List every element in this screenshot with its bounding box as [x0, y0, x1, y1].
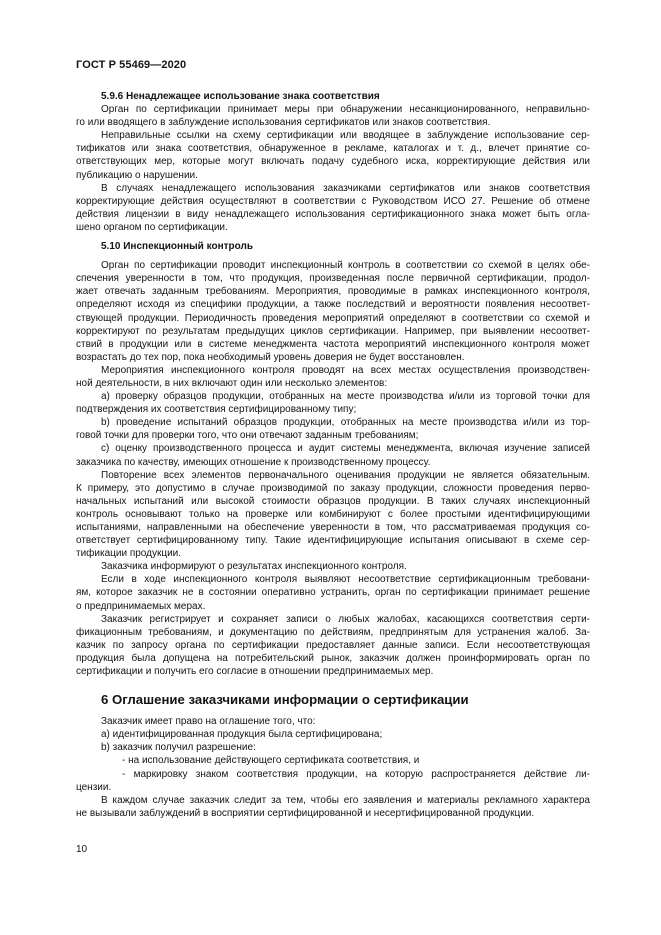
- text-line: подтверждения их соответствия сертифицированному типу;: [76, 404, 357, 416]
- text-line: Орган по сертификации принимает меры при обнаружении несанкционированного, неправильно-: [101, 104, 590, 116]
- text-line: c) оценку производственного процесса и аудит системы менеджмента, включая изучение записей: [101, 443, 590, 455]
- text-line: жает отвечать заданным требованиям. Мероприятия, проводимые в рамках инспекционного контроля,: [76, 286, 590, 298]
- text-line: Орган по сертификации проводит инспекционный контроль в соответствии со схемой в целях обе-: [101, 260, 590, 272]
- text-line: a) проверку образцов продукции, отобранных на месте производства и/или из торговой точки для: [101, 391, 590, 403]
- text-line: К примеру, это допустимо в случае производимой по заказу продукции, сложности проведения перво-: [76, 482, 590, 494]
- text-line: сертификации и получить его согласие в отношении предпринимаемых мер.: [76, 666, 434, 678]
- text-line: возрастать до тех пор, пока необходимый уровень доверия не будет восстановлен.: [76, 351, 465, 363]
- text-line: Заказчик имеет право на оглашение того, что:: [101, 716, 316, 728]
- text-line: ответствует сертифицированному типу. Такие идентифицирующие испытания описывают в схеме сер-: [76, 535, 590, 547]
- text-line: В каждом случае заказчик следит за тем, чтобы его заявления и материалы рекламного характера: [101, 794, 590, 806]
- list-item: a) идентифицированная продукция была сертифицирована;: [101, 729, 383, 741]
- text-line: ям, которое заказчик не в состоянии оперативно устранить, орган по сертификации принимает решение: [76, 587, 590, 599]
- section-6-title: 6 Оглашение заказчиками информации о сертификации: [101, 692, 469, 708]
- text-line: Заказчика информируют о результатах инспекционного контроля.: [101, 561, 407, 573]
- text-line: продукция была допущена на потребительский рынок, заказчик должен проинформировать орган по: [76, 652, 590, 664]
- text-line: казчик по запросу органа по сертификации предоставляет данные записи. Если несоответствующая: [76, 639, 590, 651]
- document-header: ГОСТ Р 55469—2020: [76, 59, 187, 71]
- section-5-10-title: 5.10 Инспекционный контроль: [101, 241, 253, 253]
- text-line: цензии.: [76, 781, 112, 793]
- text-line: Повторение всех элементов первоначального оценивания продукции не является обязательным.: [101, 469, 590, 481]
- section-5-9-6-title: 5.9.6 Ненадлежащее использование знака соответствия: [101, 91, 380, 102]
- text-line: тификации продукции.: [76, 548, 182, 560]
- text-line: Мероприятия инспекционного контроля проводят на всех местах осуществления производствен-: [101, 364, 590, 376]
- text-line: контроль основывают только на проверке или комбинируют с более простыми идентифицирующими: [76, 508, 590, 520]
- text-line: Неправильные ссылки на схему сертификации или вводящее в заблуждение использование сер-: [101, 130, 590, 142]
- text-line: Если в ходе инспекционного контроля выявляют несоответствие сертификационным требовани-: [101, 574, 590, 586]
- list-item: b) заказчик получил разрешение:: [101, 742, 256, 754]
- text-line: шено органом по сертификации.: [76, 221, 228, 233]
- text-line: В случаях ненадлежащего использования заказчиками сертификатов или знаков соответствия: [101, 182, 590, 194]
- text-line: заказчика по качеству, имеющих отношение к производственному процессу.: [76, 456, 431, 468]
- text-line: публикацию о нарушении.: [76, 169, 198, 181]
- text-line: го или вводящего в заблуждение использования сертификатов или знаков соответствия.: [76, 117, 491, 129]
- text-line: спечения уверенности в том, что продукция, произведенная после первичной сертификации, продол-: [76, 273, 590, 285]
- page-number: 10: [76, 844, 88, 855]
- text-line: о предпринимаемых мерах.: [76, 600, 206, 612]
- list-subitem: - маркировку знаком соответствия продукции, на которую распространяется действие ли-: [122, 768, 590, 780]
- text-line: не вызывали заблуждений в восприятии сертифицированной и несертифицированной продукции.: [76, 807, 535, 819]
- text-line: начальных испытаний или высокой стоимости образцов продукции. В таких случаях инспекционный: [76, 495, 590, 507]
- text-line: испытаниями, направленными на обеспечение уверенности в том, что рассматриваемая продукция со-: [76, 522, 590, 533]
- document-body: [76, 90, 590, 820]
- text-line: ствий в продукции или в системе менеджмента частота мероприятий инспекционного контроля может: [76, 338, 590, 350]
- text-line: фикационным требованиям, и документацию по действиям, предпринятым для устранения жалоб. За-: [76, 626, 590, 638]
- text-line: ствующей продукции. Периодичность проведения мероприятий определяют в соответствии со схемой и: [76, 312, 590, 324]
- text-line: b) проведение испытаний образцов продукции, отобранных на месте производства и/или из тор-: [101, 417, 590, 429]
- text-line: корректируют по результатам предыдущих циклов сертификации. Например, при выявлении несоответ-: [76, 325, 590, 337]
- text-line: корректирующие действия осуществляют в соответствии с Руководством ИСО 27. Решение об отмене: [76, 195, 590, 207]
- text-line: тификатов или знака соответствия, обнаруженное в рекламе, каталогах и т. д., влечет принятие со-: [76, 143, 590, 155]
- text-line: ответствующих мер, которые могут включать подачу судебного иска, корректирующие действия или: [76, 156, 590, 168]
- text-line: ной деятельности, в них включают один или несколько элементов:: [76, 377, 388, 389]
- text-line: действия лицензии в виду ненадлежащего использования сертификационного знака может быть огла-: [76, 208, 590, 220]
- text-line: говой точки для проверки того, что они отвечают заданным требованиям;: [76, 430, 419, 442]
- text-line: определяют исходя из специфики продукции, а также последствий и вероятности появления несоответ-: [76, 299, 590, 311]
- list-subitem: - на использование действующего сертификата соответствия, и: [122, 755, 420, 767]
- text-line: Заказчик регистрирует и сохраняет записи о любых жалобах, касающихся соответствия серти-: [101, 613, 590, 625]
